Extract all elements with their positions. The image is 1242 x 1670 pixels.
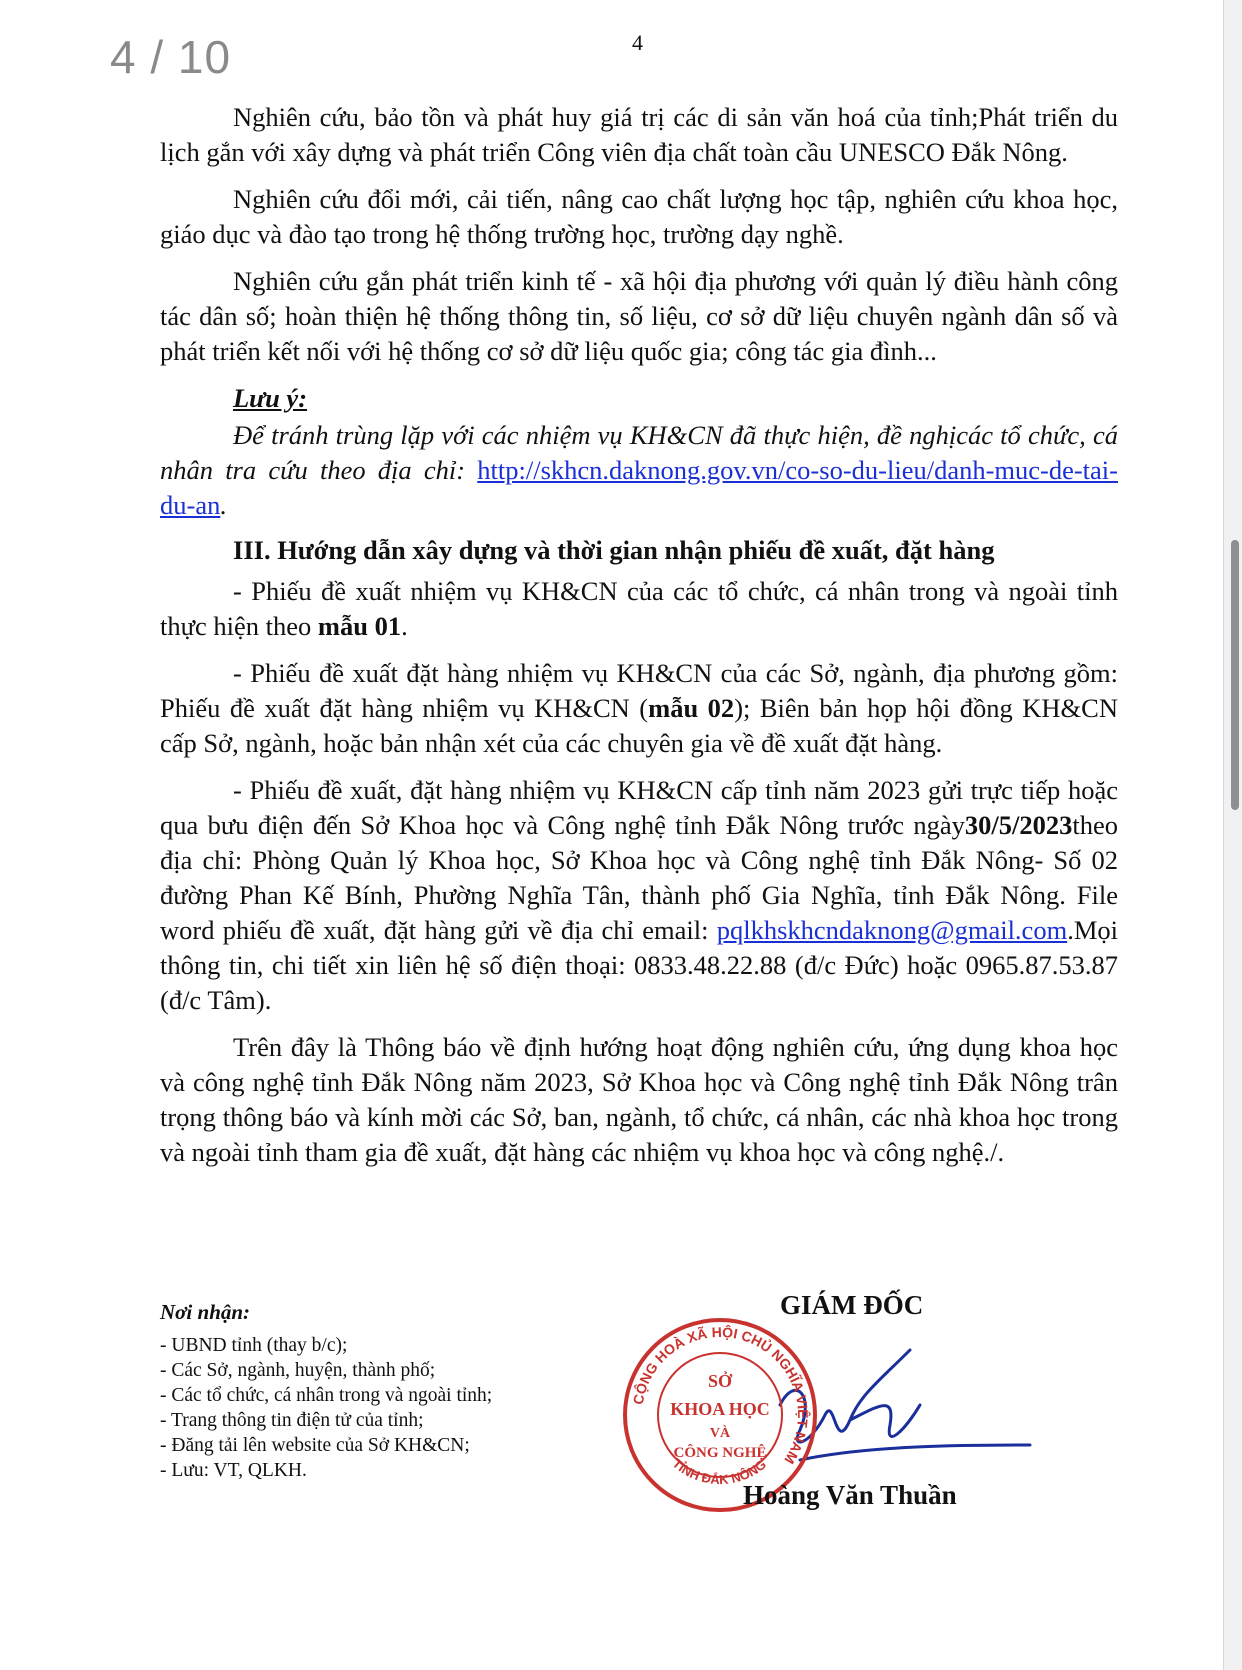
page-number: 4	[632, 30, 643, 55]
deadline-date: 30/5/2023	[964, 810, 1073, 840]
item-3-contact: .Mọi thông tin, chi tiết xin liên hệ số điện thoại: 0833.48.22.88 (đ/c Đức) hoặc 0965.87.53.87 (đ/c Tâm).	[160, 915, 1118, 1015]
stamp-line-3: VÀ	[709, 1426, 731, 1441]
recipient-item: - Đăng tải lên website của Sở KH&CN;	[160, 1435, 470, 1456]
paragraph-education: Nghiên cứu đổi mới, cải tiến, nâng cao chất lượng học tập, nghiên cứu khoa học, giáo dục và đào tạo trong hệ thống trường học, trường dạy nghề.	[160, 184, 1118, 249]
recipient-item: - Các Sở, ngành, huyện, thành phố;	[160, 1360, 436, 1381]
item-3-address: theo địa chỉ: Phòng Quản lý Khoa học, Sở Khoa học và Công nghệ tỉnh Đắk Nông- Số 02 đường Phan Kế Bính, Phường Nghĩa Tân, thành phố Gia Nghĩa, tỉnh Đắk Nông. File word phiếu đề xuất, đặt hàng gửi về địa chỉ email:	[160, 810, 1118, 945]
recipient-item: - UBND tỉnh (thay b/c);	[160, 1335, 348, 1356]
item-2-end: ); Biên bản họp hội đồng KH&CN cấp Sở, ngành, hoặc bản nhận xét của các chuyên gia về đề xuất đặt hàng.	[160, 693, 1118, 758]
item-2-text: - Phiếu đề xuất đặt hàng nhiệm vụ KH&CN của các Sở, ngành, địa phương gồm: Phiếu đề xuất đặt hàng nhiệm vụ KH&CN (	[160, 658, 1118, 723]
email-link[interactable]: pqlkhskhcndaknong@gmail.com	[716, 915, 1068, 945]
section-3-title: III. Hướng dẫn xây dựng và thời gian nhận phiếu đề xuất, đặt hàng	[233, 535, 995, 565]
note-label: Lưu ý:	[233, 383, 308, 413]
item-3-text: - Phiếu đề xuất, đặt hàng nhiệm vụ KH&CN cấp tỉnh năm 2023 gửi trực tiếp hoặc qua bưu điện đến Sở Khoa học và Công nghệ tỉnh Đắk Nông trước ngày	[160, 775, 1118, 840]
recipients-block	[160, 1300, 580, 1483]
signature-block	[620, 1280, 1020, 1510]
paragraph-heritage: Nghiên cứu, bảo tồn và phát huy giá trị các di sản văn hoá của tỉnh;Phát triển du lịch gắn với xây dựng và phát triển Công viên địa chất toàn cầu UNESCO Đắk Nông.	[160, 102, 1118, 167]
viewer-scroll-track[interactable]	[1223, 0, 1242, 1670]
scrollbar-thumb[interactable]	[1231, 540, 1239, 810]
stamp-line-4: CÔNG NGHỆ	[673, 1445, 767, 1461]
note-text: Để tránh trùng lặp với các nhiệm vụ KH&CN đã thực hiện, đề nghịcác tổ chức, cá nhân tra cứu theo địa chỉ:	[160, 420, 1118, 485]
closing-paragraph: Trên đây là Thông báo về định hướng hoạt động nghiên cứu, ứng dụng khoa học và công nghệ tỉnh Đắk Nông năm 2023, Sở Khoa học và Công nghệ tỉnh Đắk Nông trân trọng thông báo và kính mời các Sở, ban, ngành, tổ chức, cá nhân, các nhà khoa học trong và ngoài tỉnh tham gia đề xuất, đặt hàng các nhiệm vụ khoa học và công nghệ./.	[160, 1032, 1118, 1167]
recipient-item: - Lưu: VT, QLKH.	[160, 1460, 307, 1481]
page-indicator: 4 / 10	[110, 31, 232, 83]
document-body	[160, 100, 1118, 1182]
stamp-line-1: SỞ	[707, 1371, 733, 1391]
section-3-item-2	[160, 656, 1118, 761]
section-3-item-3	[160, 773, 1118, 1018]
note-end: .	[220, 490, 227, 520]
paragraph-population: Nghiên cứu gắn phát triển kinh tế - xã hội địa phương với quản lý điều hành công tác dân số; hoàn thiện hệ thống thông tin, số liệu, cơ sở dữ liệu chuyên ngành dân số và phát triển kết nối với hệ thống cơ sở dữ liệu quốc gia; công tác gia đình...	[160, 266, 1118, 366]
director-title: GIÁM ĐỐC	[780, 1290, 924, 1320]
stamp-ring-text: CỘNG HOÀ XÃ HỘI CHỦ NGHĨA VIỆT NAM	[629, 1323, 812, 1467]
note-paragraph	[160, 418, 1118, 523]
stamp-bottom-text: TỈNH ĐẮK NÔNG	[669, 1455, 770, 1488]
recipient-item: - Các tổ chức, cá nhân trong và ngoài tỉnh;	[160, 1385, 493, 1406]
item-1-end: .	[401, 611, 408, 641]
item-1-form: mẫu 01	[317, 611, 402, 641]
stamp-line-2: KHOA HỌC	[670, 1399, 770, 1419]
item-2-form: mẫu 02	[648, 693, 735, 723]
section-3-item-1	[160, 574, 1118, 644]
database-link[interactable]: http://skhcn.daknong.gov.vn/co-so-du-lieu/danh-muc-de-tai-du-an	[160, 455, 1118, 520]
item-1-text: - Phiếu đề xuất nhiệm vụ KH&CN của các tổ chức, cá nhân trong và ngoài tỉnh thực hiện theo	[160, 576, 1118, 641]
signer-name: Hoàng Văn Thuần	[743, 1480, 957, 1510]
recipient-item: - Trang thông tin điện tử của tỉnh;	[160, 1410, 424, 1431]
recipients-title: Nơi nhận:	[160, 1300, 251, 1324]
